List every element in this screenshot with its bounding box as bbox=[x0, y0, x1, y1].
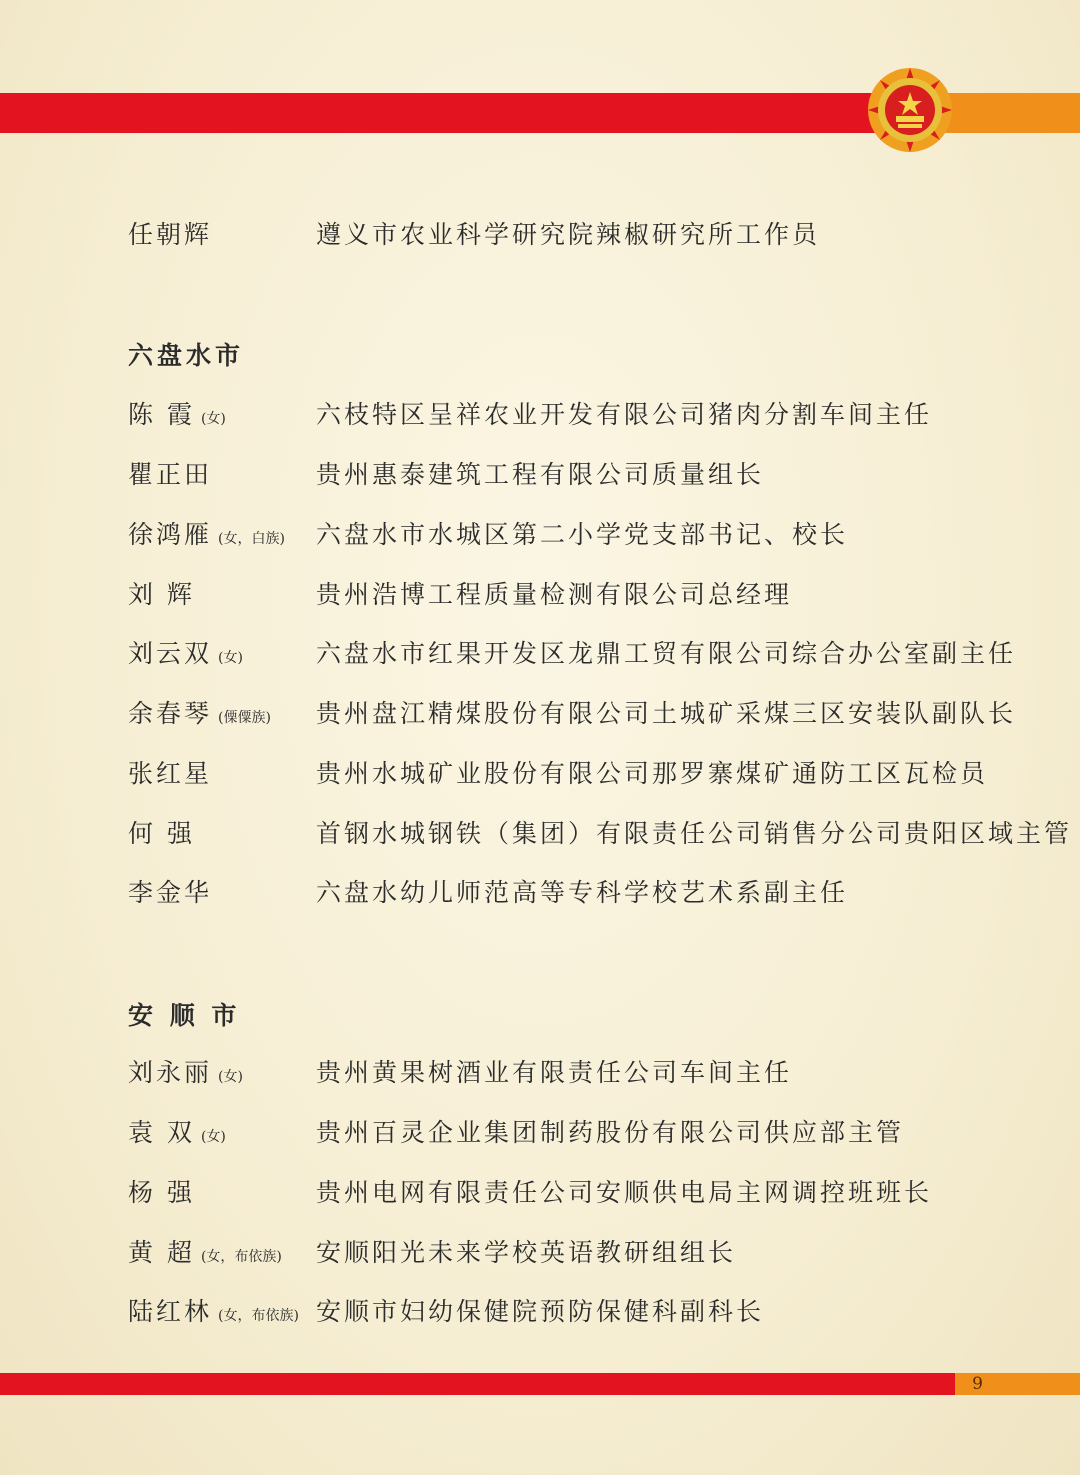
person-role: 贵州盘江精煤股份有限公司土城矿采煤三区安装队副队长 bbox=[316, 699, 1017, 728]
person-role: 贵州电网有限责任公司安顺供电局主网调控班班长 bbox=[316, 1178, 933, 1207]
person-name: 黄 超 (女，布依族) bbox=[128, 1238, 282, 1267]
person-name: 刘云双 (女) bbox=[128, 639, 243, 668]
person-role: 安顺市妇幼保健院预防保健科副科长 bbox=[316, 1297, 765, 1326]
list-item bbox=[128, 752, 988, 792]
list-item bbox=[128, 213, 820, 253]
list-item bbox=[128, 513, 848, 553]
person-role: 六枝特区呈祥农业开发有限公司猪肉分割车间主任 bbox=[316, 400, 933, 429]
person-role: 六盘水幼儿师范高等专科学校艺术系副主任 bbox=[316, 878, 849, 907]
person-role: 六盘水市红果开发区龙鼎工贸有限公司综合办公室副主任 bbox=[316, 639, 1017, 668]
list-item bbox=[128, 1231, 736, 1271]
section-heading-anshun: 安 顺 市 bbox=[128, 1001, 241, 1030]
national-emblem-icon bbox=[866, 66, 954, 154]
person-name: 刘永丽 (女) bbox=[128, 1058, 243, 1087]
person-role: 六盘水市水城区第二小学党支部书记、校长 bbox=[316, 520, 849, 549]
section-heading-liupanshui: 六盘水市 bbox=[128, 341, 245, 370]
page-number: 9 bbox=[972, 1374, 983, 1394]
person-role: 安顺阳光未来学校英语教研组组长 bbox=[316, 1238, 737, 1267]
person-name: 任朝辉 bbox=[128, 220, 213, 249]
person-name: 陈 霞 (女) bbox=[128, 400, 226, 429]
header-red-band bbox=[0, 93, 910, 133]
list-item bbox=[128, 453, 764, 493]
list-item bbox=[128, 812, 1072, 852]
person-name: 瞿正田 bbox=[128, 460, 213, 489]
list-item bbox=[128, 393, 932, 433]
person-name: 何 强 bbox=[128, 819, 195, 848]
list-item bbox=[128, 692, 1016, 732]
footer-red-band bbox=[0, 1373, 955, 1395]
list-item bbox=[128, 573, 792, 613]
list-item bbox=[128, 632, 1016, 672]
list-item bbox=[128, 1171, 932, 1211]
person-role: 贵州百灵企业集团制药股份有限公司供应部主管 bbox=[316, 1118, 905, 1147]
person-role: 贵州黄果树酒业有限责任公司车间主任 bbox=[316, 1058, 793, 1087]
person-name: 李金华 bbox=[128, 878, 213, 907]
person-role: 遵义市农业科学研究院辣椒研究所工作员 bbox=[316, 220, 821, 249]
person-name: 袁 双 (女) bbox=[128, 1118, 226, 1147]
person-role: 贵州水城矿业股份有限公司那罗寨煤矿通防工区瓦检员 bbox=[316, 759, 989, 788]
person-role: 贵州浩博工程质量检测有限公司总经理 bbox=[316, 580, 793, 609]
person-name: 陆红林 (女，布依族) bbox=[128, 1297, 299, 1326]
list-item bbox=[128, 871, 848, 911]
person-role: 首钢水城钢铁（集团）有限责任公司销售分公司贵阳区域主管 bbox=[316, 819, 1073, 848]
person-role: 贵州惠泰建筑工程有限公司质量组长 bbox=[316, 460, 765, 489]
list-item bbox=[128, 1111, 904, 1151]
person-name: 徐鸿雁 (女，白族) bbox=[128, 520, 285, 549]
list-item bbox=[128, 1051, 792, 1091]
person-name: 余春琴 (傈僳族) bbox=[128, 699, 271, 728]
list-item bbox=[128, 1290, 764, 1330]
person-name: 张红星 bbox=[128, 759, 213, 788]
person-name: 刘 辉 bbox=[128, 580, 195, 609]
person-name: 杨 强 bbox=[128, 1178, 195, 1207]
